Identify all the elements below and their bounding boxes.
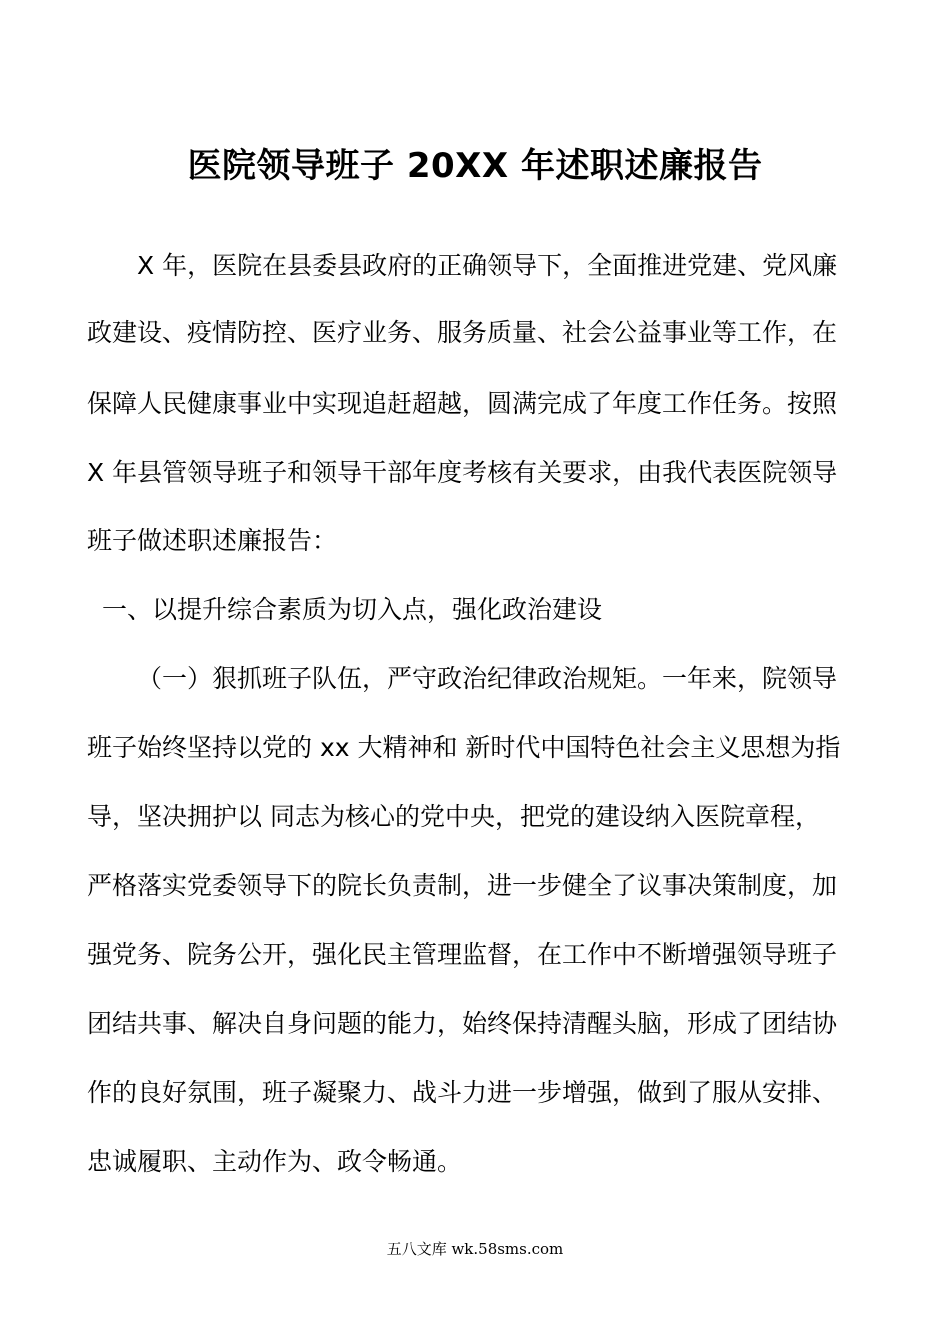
paragraph-line: 作的良好氛围，班子凝聚力、战斗力进一步增强，做到了服从安排、 xyxy=(87,1078,838,1107)
paragraph-line: X 年县管领导班子和领导干部年度考核有关要求，由我代表医院领导 xyxy=(87,458,838,487)
document-title: 医院领导班子 20XX 年述职述廉报告 xyxy=(187,146,763,186)
paragraph-line: （一）狠抓班子队伍，严守政治纪律政治规矩。一年来，院领导 xyxy=(137,664,838,693)
paragraph-line: 严格落实党委领导下的院长负责制，进一步健全了议事决策制度，加 xyxy=(87,871,838,900)
paragraph-line: 保障人民健康事业中实现追赶超越，圆满完成了年度工作任务。按照 xyxy=(87,389,838,418)
paragraph-line: 班子做述职述廉报告： xyxy=(87,526,338,555)
footer-watermark: 五八文库 wk.58sms.com xyxy=(386,1240,564,1258)
paragraph-line: 导，坚决拥护以 同志为核心的党中央，把党的建设纳入医院章程， xyxy=(87,802,820,831)
section-heading: 一、以提升综合素质为切入点，强化政治建设 xyxy=(102,595,603,624)
paragraph-line: 忠诚履职、主动作为、政令畅通。 xyxy=(87,1147,463,1176)
paragraph-line: 团结共事、解决自身问题的能力，始终保持清醒头脑，形成了团结协 xyxy=(87,1009,838,1038)
paragraph-line: 政建设、疫情防控、医疗业务、服务质量、社会公益事业等工作，在 xyxy=(87,318,838,347)
paragraph-line: 强党务、院务公开，强化民主管理监督，在工作中不断增强领导班子 xyxy=(87,940,838,969)
paragraph-line: X 年，医院在县委县政府的正确领导下，全面推进党建、党风廉 xyxy=(137,251,838,280)
paragraph-line: 班子始终坚持以党的 xx 大精神和 新时代中国特色社会主义思想为指 xyxy=(87,733,841,762)
